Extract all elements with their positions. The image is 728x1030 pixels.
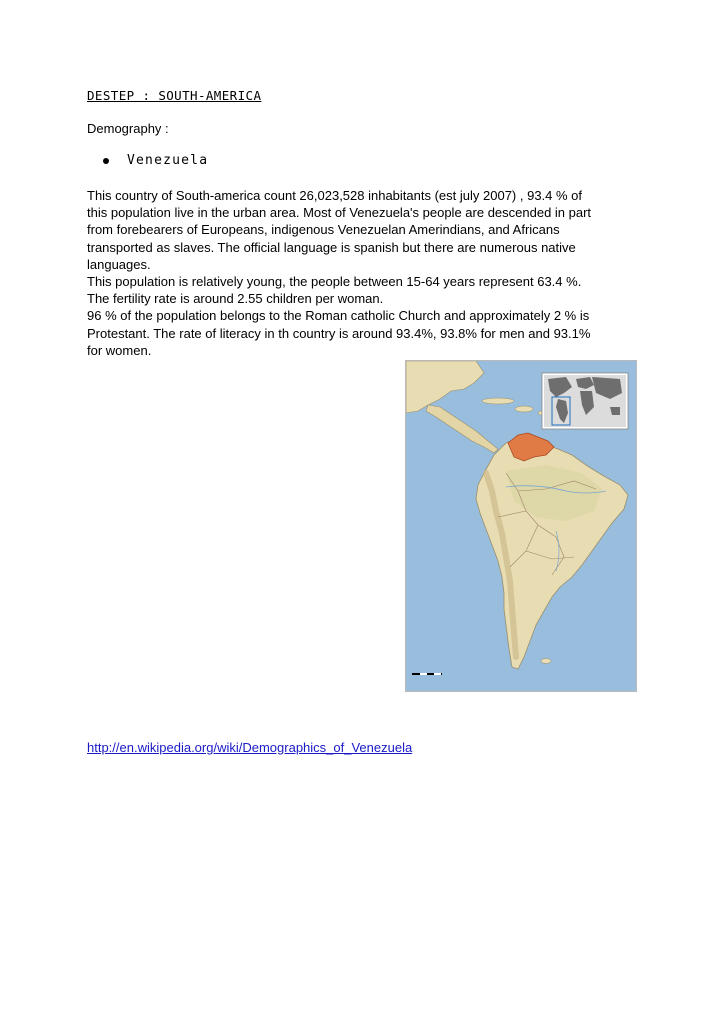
paragraph-line: This country of South-america count 26,023,528 inhabitants (est july 2007) , 93.4 % of [87, 188, 583, 203]
paragraph-line: this population live in the urban area. Most of Venezuela's people are descended in part [87, 205, 592, 221]
paragraph-line: This population is relatively young, the people between 15-64 years represent 63.4 %. [87, 274, 582, 290]
paragraph-line: The fertility rate is around 2.55 children per woman. [87, 291, 384, 307]
paragraph-line: transported as slaves. The official language is spanish but there are numerous native [87, 239, 576, 255]
bullet-icon [103, 158, 109, 164]
paragraph-line: from forebearers of Europeans, indigenous Venezuelan Amerindians, and Africans [87, 222, 560, 238]
south-america-map-icon [406, 361, 637, 692]
bullet-item [103, 153, 208, 168]
page-title: DESTEP : SOUTH-AMERICA [87, 88, 262, 103]
body-paragraph [87, 187, 647, 359]
paragraph-line: for women. [87, 342, 152, 358]
paragraph-line: 96 % of the population belongs to the Roman catholic Church and approximately 2 % is [87, 308, 590, 324]
bullet-text-venezuela: Venezuela [127, 153, 209, 168]
paragraph-line: Protestant. The rate of literacy in th country is around 93.4%, 93.8% for men and 93.1% [87, 325, 591, 341]
source-link[interactable]: http://en.wikipedia.org/wiki/Demographics_of_Venezuela [87, 740, 413, 755]
paragraph-line: languages. [87, 256, 151, 272]
section-label-demography: Demography : [87, 121, 169, 136]
venezuela-location-map [405, 360, 637, 692]
